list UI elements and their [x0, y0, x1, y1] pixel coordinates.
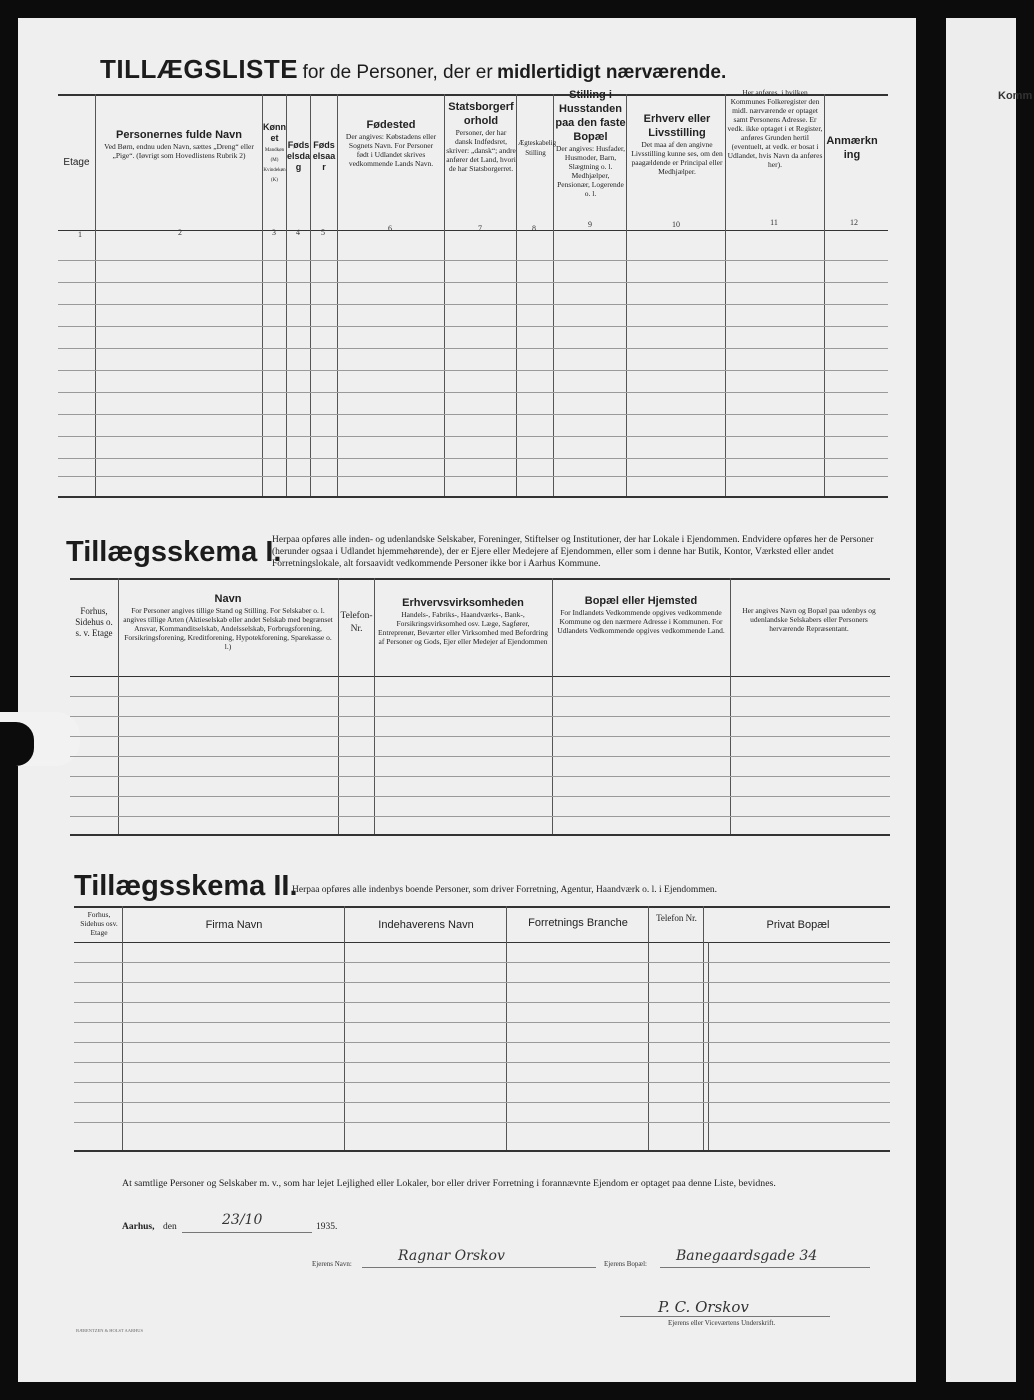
col-header-erhverv: Erhverv eller Livsstilling Det maa af den angivne Livsstilling kunne ses, om den paagældende er Principal eller Medhjælper.: [631, 113, 723, 176]
den-label: den: [163, 1222, 177, 1232]
adjacent-page-text: Komm: [998, 90, 1033, 102]
title-bold: midlertidigt nærværende.: [497, 62, 727, 83]
skema2-title: Tillægsskema II.: [74, 870, 298, 902]
skema1-col-repraesentant: Her angives Navn og Bopæl paa udenbys og udenlandske Selskabers eller Personers herværende Repræsentant.: [742, 606, 876, 633]
title-main: TILLÆGSLISTE: [100, 54, 299, 84]
col-num: 10: [672, 220, 680, 229]
col-num: 7: [478, 224, 482, 233]
skema2-description: Herpaa opføres alle indenbys boende Personer, som driver Forretning, Agentur, Haandværk o. l. i Ejendommen.: [292, 885, 718, 895]
skema1-col-bopael: Bopæl eller Hjemsted For Indlandets Vedkommende opgives vedkommende Kommune og den nærmere Adresse i Kommunen. For Udlandets Vedkommende opgives vedkommende Land.: [557, 595, 725, 635]
skema1-col-telefon: Telefon-Nr.: [340, 611, 373, 634]
skema2-col-indehaver: Indehaverens Navn: [378, 919, 474, 931]
col-num: 2: [178, 228, 182, 237]
skema1-col-navn: Navn For Personer angives tillige Stand og Stilling. For Selskaber o. l. angives tillige Arten (Aktieselskab eller andet Selskab med begrænset Ansvar, Kommanditselskab, Andelsselskab, Forbrugsforening, Forsikringsforening, Kreditforening, Hypotekforening, Sparekasse o. l.): [123, 593, 333, 651]
attestation-text: At samtlige Personer og Selskaber m. v., som har lejet Lejlighed eller Lokaler, bor eller driver Forretning i forannævnte Ejendom er optaget paa denne Liste, bevidnes.: [122, 1178, 776, 1189]
owner-name-label: Ejerens Navn:: [312, 1260, 352, 1268]
owner-address-label: Ejerens Bopæl:: [604, 1260, 647, 1268]
col-header-adresse: Her anføres, i hvilken Kommunes Folkeregister den midl. nærværende er optaget samt Personens Adresse. Er vedk. ikke optaget i et Register, anføres Grunden hertil (eventuelt, at vedk. er bosat i Udlandet, hvis Navn da anføres her).: [727, 88, 823, 169]
col-header-foedselsdag: Fødselsdag: [287, 140, 311, 172]
col-header-anmaerkning: Anmærkning: [826, 135, 878, 161]
skema2-col-telefon: Telefon Nr.: [656, 913, 697, 923]
skema1-col-etage: Forhus, Sidehus o. s. v. Etage: [75, 606, 113, 638]
city-label: Aarhus,: [122, 1222, 155, 1232]
col-header-statsborger: Statsborgerforhold Personer, der har dansk Indfødsret, skriver: „dansk“; andre anfører det Land, hvori de har Statsborgerret.: [446, 101, 516, 173]
skema2-col-bopael: Privat Bopæl: [766, 919, 830, 931]
skema2-col-etage: Forhus, Sidehus osv. Etage: [80, 910, 118, 937]
col-num: 12: [850, 218, 858, 227]
col-header-koennet: Kønnet Mandkøn (M) Kvindekøn (K): [263, 122, 286, 183]
col-num: 3: [272, 228, 276, 237]
signature-label: Ejerens eller Viceværtens Underskrift.: [668, 1319, 776, 1327]
skema1-description: Herpaa opføres alle inden- og udenlandske Selskaber, Foreninger, Stiftelser og Institutioner, der har Lokale i Ejendommen. Endvidere opføres her de Personer (herunder ogsaa i Udlandet hjemmehørende), der er Ejere eller Medejere af Ejendommen, eller som i denne har Butik, Kontor, Værksted eller andet Forretningslokale, alt forsaavidt vedkommende Personer ikke bor i Aarhus Kommune.: [272, 535, 874, 569]
owner-name: Ragnar Orskov: [398, 1248, 505, 1264]
printer-mark: BÆRENTZEN & HOLST AARHUS: [76, 1328, 144, 1333]
skema2-col-branche: Forretnings Branche: [528, 917, 628, 929]
date-handwritten: 23/10: [222, 1212, 263, 1228]
signature: P. C. Orskov: [658, 1298, 749, 1316]
col-header-etage: Etage: [63, 157, 90, 168]
col-header-foedested: Fødested Der angives: Købstadens eller Sognets Navn. For Personer født i Udlandet skrives vedkommende Lands Navn.: [345, 119, 437, 168]
skema1-title: Tillægsskema I.: [66, 536, 282, 568]
col-num: 1: [78, 230, 82, 239]
owner-address: Banegaardsgade 34: [676, 1248, 818, 1264]
col-num: 5: [321, 228, 325, 237]
year-label: 1935.: [316, 1222, 338, 1232]
col-header-foedselsaar: Fødselsaar: [312, 140, 336, 172]
title-mid: for de Personer, der er: [302, 62, 493, 83]
skema2-col-firma: Firma Navn: [205, 919, 263, 931]
form-title: [100, 54, 726, 85]
skema1-col-erhverv: Erhvervsvirksomheden Handels-, Fabriks-, Haandværks-, Bank-, Forsikringsvirksomhed osv. Læge, Sagfører, Entreprenør, Beværter eller Virksomhed med Befordring af Personer og Gods, Ejer eller Medejer af Ejendommen: [378, 597, 548, 646]
col-header-stilling: Stilling i Husstanden paa den faste Bopæl Der angives: Husfader, Husmoder, Barn, Slægtning o. l. Medhjælper, Pensionær, Logerende o. l.: [555, 89, 626, 198]
col-num: 9: [588, 220, 592, 229]
col-header-aegteskab: Ægteskabelig Stilling: [518, 139, 557, 157]
col-num: 8: [532, 224, 536, 233]
adjacent-page: [946, 18, 1033, 1382]
col-header-navn: Personernes fulde Navn Ved Børn, endnu uden Navn, sættes „Dreng“ eller „Pige“. (Iøvrigt som Hovedlistens Rubrik 2): [104, 129, 254, 160]
col-num: 4: [296, 228, 300, 237]
col-num: 11: [770, 218, 778, 227]
col-num: 6: [388, 224, 392, 233]
binder-clip: [0, 712, 80, 766]
